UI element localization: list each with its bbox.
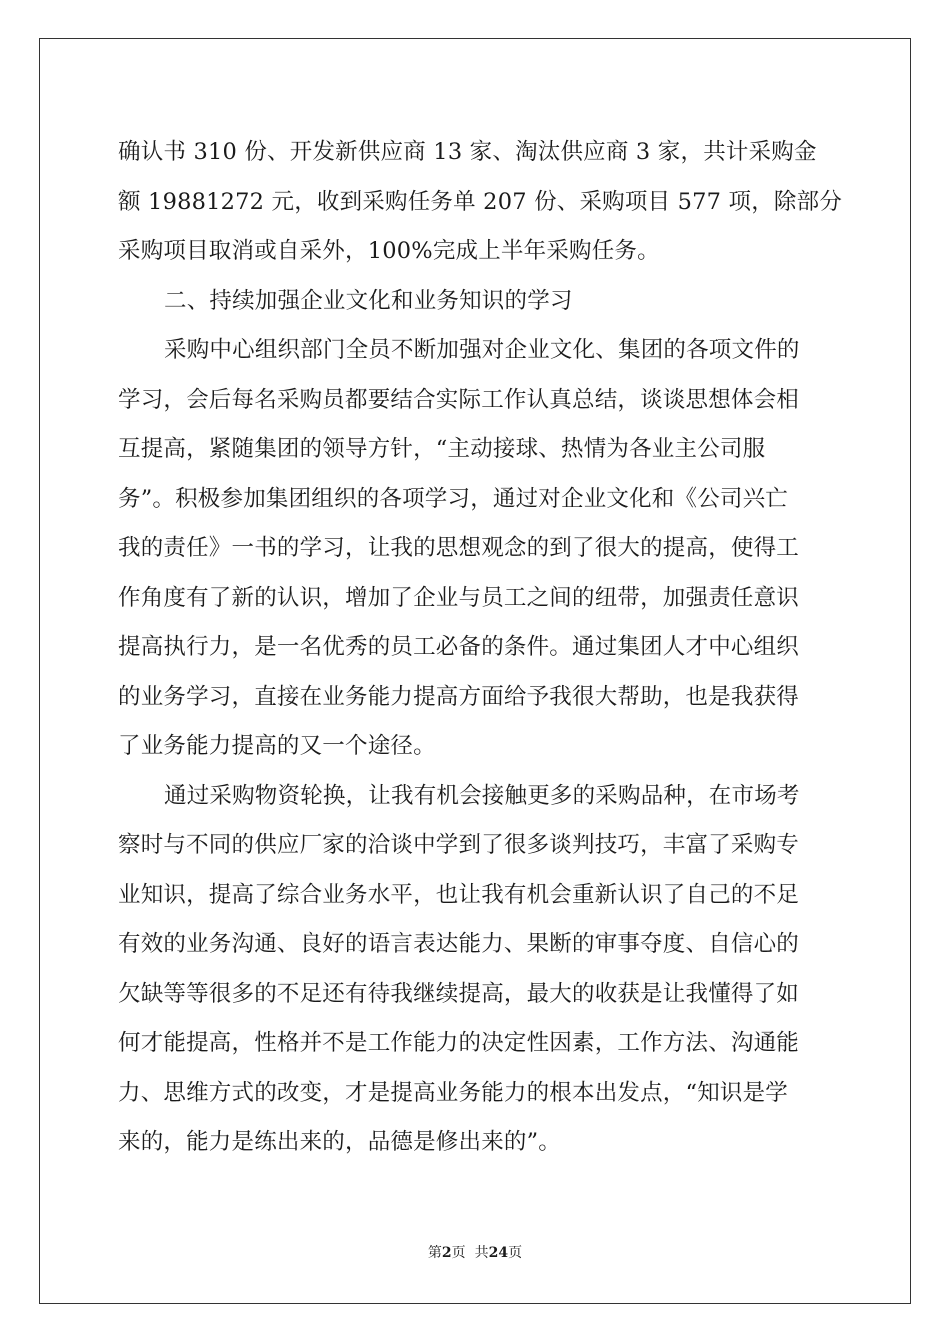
text-line: 采购中心组织部门全员不断加强对企业文化、集团的各项文件的: [164, 337, 800, 363]
text-line: 了业务能力提高的又一个途径。: [118, 733, 436, 759]
total-page-count: 24: [488, 1245, 509, 1261]
text-line: 提高执行力，是一名优秀的员工必备的条件。通过集团人才中心组织: [118, 634, 800, 660]
page-prefix: 第: [427, 1245, 442, 1261]
text-line: 额 19881272 元，收到采购任务单 207 份、采购项目 577 项，除部分: [118, 188, 843, 215]
text-line: 来的，能力是练出来的，品德是修出来的”。: [118, 1129, 562, 1155]
text-line: 学习，会后每名采购员都要结合实际工作认真总结，谈谈思想体会相: [118, 386, 800, 413]
text-line: 欠缺等等很多的不足还有待我继续提高，最大的收获是让我懂得了如: [118, 980, 800, 1007]
document-body: [118, 128, 843, 1168]
text-line: 务”。积极参加集团组织的各项学习，通过对企业文化和《公司兴亡: [118, 485, 789, 512]
page-mid: 页 共: [451, 1245, 489, 1261]
text-line: 业知识，提高了综合业务水平，也让我有机会重新认识了自己的不足: [118, 881, 800, 908]
page-footer: [0, 1243, 950, 1263]
text-line: 互提高，紧随集团的领导方针，“主动接球、热情为各业主公司服: [118, 436, 766, 462]
text-line: 力、思维方式的改变，才是提高业务能力的根本出发点，“知识是学: [118, 1079, 789, 1106]
section-heading: 二、持续加强企业文化和业务知识的学习: [164, 287, 573, 314]
text-line: 我的责任》一书的学习，让我的思想观念的到了很大的提高，使得工: [118, 535, 800, 561]
text-line: 通过采购物资轮换，让我有机会接触更多的采购品种，在市场考: [164, 782, 800, 809]
current-page-number: 2: [441, 1245, 452, 1261]
text-line: 作角度有了新的认识，增加了企业与员工之间的纽带，加强责任意识: [118, 584, 800, 611]
text-line: 何才能提高，性格并不是工作能力的决定性因素，工作方法、沟通能: [118, 1030, 800, 1056]
text-line: 的业务学习，直接在业务能力提高方面给予我很大帮助，也是我获得: [118, 683, 800, 710]
page-suffix: 页: [508, 1245, 523, 1261]
text-line: 采购项目取消或自采外，100%完成上半年采购任务。: [118, 238, 660, 264]
text-line: 察时与不同的供应厂家的洽谈中学到了很多谈判技巧，丰富了采购专: [118, 832, 800, 858]
text-line: 确认书 310 份、开发新供应商 13 家、淘汰供应商 3 家，共计采购金: [118, 139, 817, 165]
text-line: 有效的业务沟通、良好的语言表达能力、果断的审事夺度、自信心的: [118, 931, 800, 957]
